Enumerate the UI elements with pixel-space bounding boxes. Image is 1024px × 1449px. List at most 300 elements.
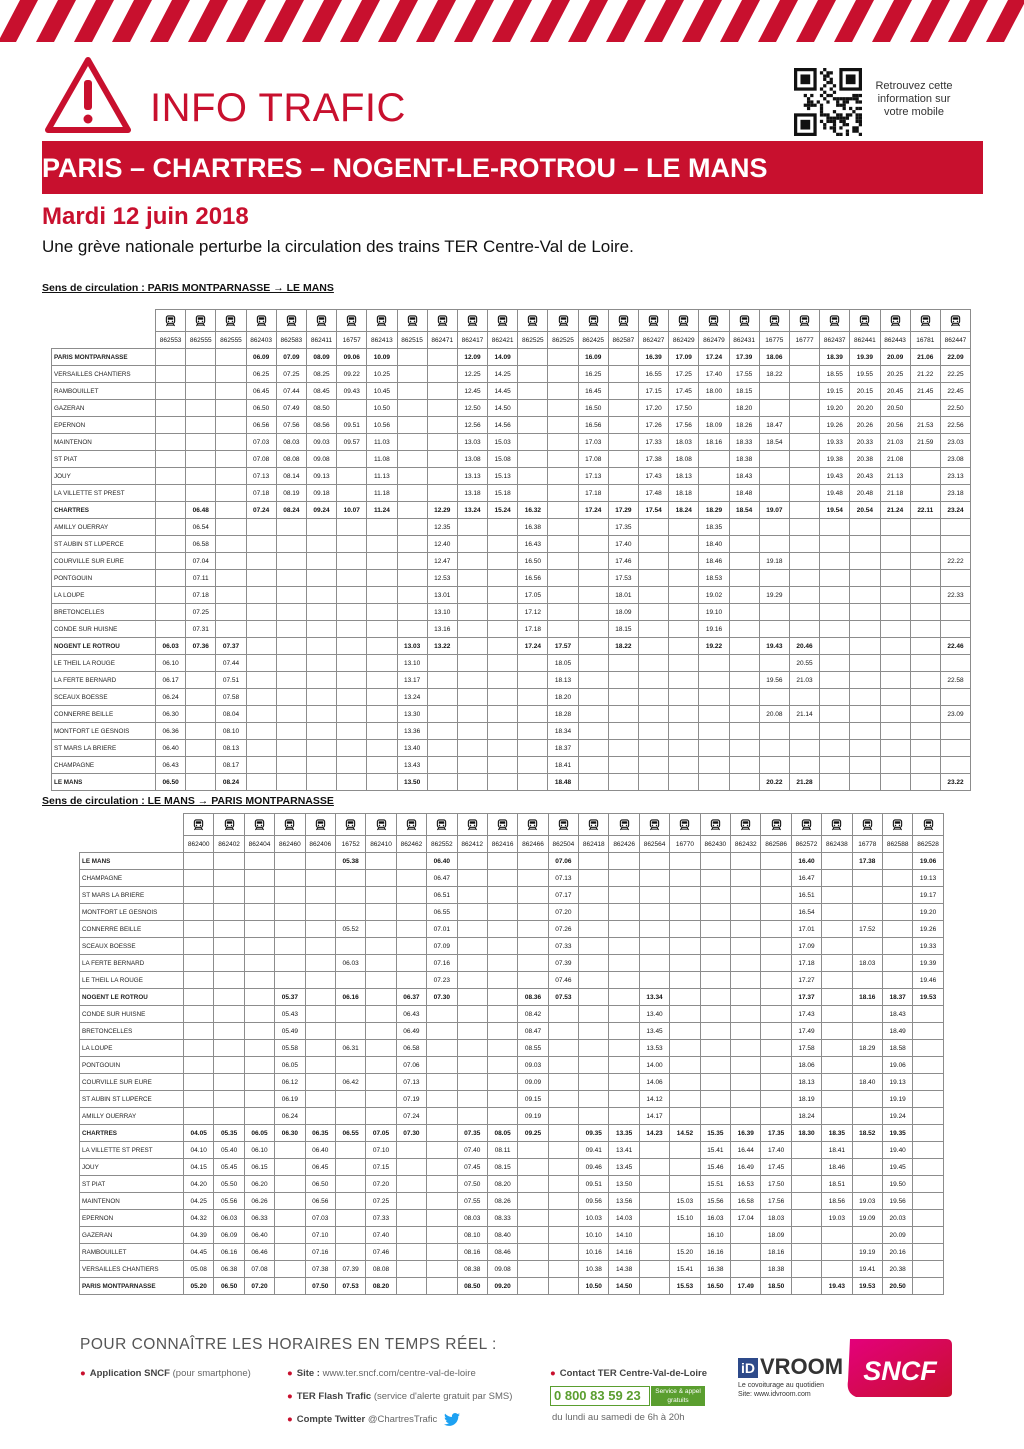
time-cell [306,655,336,672]
app-label[interactable]: Application SNCF [89,1368,170,1379]
time-cell [700,955,730,972]
time-cell: 17.18 [791,955,821,972]
time-cell [820,723,850,740]
stripe-segment [530,0,570,42]
time-cell [306,604,336,621]
time-cell [457,519,487,536]
time-cell [275,1278,305,1295]
time-cell: 07.05 [366,1125,396,1142]
time-cell [305,870,335,887]
time-cell: 09.08 [487,1261,517,1278]
time-cell [548,400,578,417]
time-cell [852,904,882,921]
time-cell [335,1057,365,1074]
time-cell: 06.56 [305,1193,335,1210]
station-name: LE MANS [52,774,156,791]
time-cell: 18.33 [729,434,759,451]
time-cell: 11.13 [367,468,397,485]
time-cell [548,1159,578,1176]
table-row [80,938,944,955]
station-name: PONTGOUIN [80,1057,184,1074]
time-cell: 14.09 [488,349,518,366]
time-cell: 18.09 [699,417,729,434]
time-cell [910,689,940,706]
time-cell [337,757,367,774]
time-cell [578,706,608,723]
time-cell: 18.41 [548,757,578,774]
time-cell: 17.24 [578,502,608,519]
time-cell [608,383,638,400]
time-cell [548,1057,578,1074]
train-type-cell [457,310,487,332]
time-cell: 06.05 [244,1125,274,1142]
time-cell [822,870,852,887]
time-cell [397,502,427,519]
table-row [80,1227,944,1244]
twitter-handle[interactable]: @ChartresTrafic [367,1414,438,1426]
time-cell [487,904,517,921]
time-cell: 07.40 [366,1227,396,1244]
time-cell [850,689,880,706]
train-number: 862413 [367,332,397,349]
time-cell: 20.43 [850,468,880,485]
time-cell: 06.37 [396,989,426,1006]
time-cell [397,587,427,604]
time-cell: 07.06 [548,853,578,870]
time-cell: 08.20 [487,1176,517,1193]
time-cell [244,887,274,904]
time-cell: 10.50 [367,400,397,417]
table-row [52,383,971,400]
time-cell: 18.28 [548,706,578,723]
time-cell: 14.50 [488,400,518,417]
time-cell [186,434,216,451]
time-cell [244,1006,274,1023]
time-cell: 18.54 [759,434,789,451]
time-cell [427,1108,457,1125]
time-cell [487,1040,517,1057]
time-cell [670,1040,700,1057]
time-cell [366,887,396,904]
table-row [52,485,971,502]
time-cell: 19.18 [759,553,789,570]
time-cell [275,938,305,955]
time-cell [457,774,487,791]
time-cell [548,1193,578,1210]
time-cell [548,1040,578,1057]
time-cell [305,1006,335,1023]
time-cell [427,1244,457,1261]
time-cell [216,553,246,570]
train-icon [437,315,448,327]
time-cell [789,502,819,519]
train-icon [950,315,961,327]
time-cell [913,1210,943,1227]
time-cell [880,689,910,706]
sncf-logo[interactable] [842,1335,954,1399]
train-icon [892,819,903,831]
time-cell [156,604,186,621]
stripe-segment [606,0,646,42]
time-cell [367,638,397,655]
time-cell [276,689,306,706]
time-cell [156,536,186,553]
time-cell [276,655,306,672]
time-cell [880,757,910,774]
time-cell [184,1023,214,1040]
time-cell: 16.44 [731,1142,761,1159]
time-cell [882,904,912,921]
time-cell [396,904,426,921]
table-row [80,1091,944,1108]
time-cell [276,519,306,536]
time-cell [276,570,306,587]
time-cell [578,689,608,706]
station-name: COURVILLE SUR EURE [80,1074,184,1091]
train-number: 862411 [306,332,336,349]
time-cell [244,921,274,938]
time-cell [669,740,699,757]
time-cell [729,672,759,689]
time-cell [396,1142,426,1159]
qr-code-icon[interactable] [794,68,862,136]
time-cell: 15.41 [700,1142,730,1159]
time-cell: 06.48 [186,502,216,519]
time-cell [518,757,548,774]
time-cell [548,485,578,502]
time-cell [731,938,761,955]
time-cell [305,1108,335,1125]
time-cell: 19.19 [852,1244,882,1261]
time-cell [335,887,365,904]
time-cell [397,434,427,451]
time-cell [608,400,638,417]
time-cell: 17.39 [729,349,759,366]
time-cell: 15.13 [488,468,518,485]
time-cell [306,672,336,689]
time-cell [578,604,608,621]
time-cell [427,1261,457,1278]
time-cell [457,723,487,740]
time-cell [366,955,396,972]
time-cell: 17.40 [699,366,729,383]
time-cell: 19.43 [820,468,850,485]
time-cell [457,604,487,621]
time-cell [579,870,609,887]
train-type-cell [789,310,819,332]
time-cell: 07.10 [305,1227,335,1244]
time-cell [518,434,548,451]
time-cell [246,604,276,621]
train-icon [193,819,204,831]
time-cell [186,417,216,434]
time-cell [156,485,186,502]
station-name: COURVILLE SUR EURE [52,553,156,570]
time-cell [913,1108,943,1125]
time-cell [246,570,276,587]
train-icon [923,819,934,831]
time-cell: 15.51 [700,1176,730,1193]
time-cell [578,757,608,774]
time-cell [820,587,850,604]
time-cell [276,587,306,604]
time-cell [275,1261,305,1278]
time-cell: 19.26 [820,417,850,434]
time-cell [246,706,276,723]
time-cell: 07.49 [276,400,306,417]
time-cell [700,1057,730,1074]
twitter-bird-icon[interactable] [444,1413,460,1426]
stripe-segment [150,0,190,42]
table-row [52,434,971,451]
time-cell: 09.35 [579,1125,609,1142]
time-cell [609,972,639,989]
time-cell [427,1074,457,1091]
table-row [52,621,971,638]
time-cell [639,1244,669,1261]
time-cell [669,536,699,553]
time-cell [366,1074,396,1091]
time-cell [880,570,910,587]
table-row [52,417,971,434]
time-cell: 19.03 [822,1210,852,1227]
time-cell [367,621,397,638]
time-cell [639,887,669,904]
time-cell: 04.15 [184,1159,214,1176]
train-icon [678,315,689,327]
time-cell [882,887,912,904]
time-cell [608,468,638,485]
time-cell: 05.08 [184,1261,214,1278]
time-cell: 08.10 [457,1227,487,1244]
time-cell [186,349,216,366]
time-cell: 07.11 [186,570,216,587]
time-cell [366,904,396,921]
time-cell [488,757,518,774]
time-cell: 12.09 [457,349,487,366]
table-row [80,1074,944,1091]
train-number: 862525 [548,332,578,349]
train-type-cell [396,814,426,836]
time-cell: 17.53 [608,570,638,587]
time-cell [276,706,306,723]
station-name: ST PIAT [52,451,156,468]
time-cell: 07.36 [186,638,216,655]
train-icon [588,819,599,831]
time-cell [427,468,457,485]
time-cell [275,1176,305,1193]
time-cell: 12.29 [427,502,457,519]
time-cell: 19.13 [882,1074,912,1091]
train-type-cell [820,310,850,332]
time-cell: 23.08 [940,451,970,468]
time-cell [608,434,638,451]
train-type-cell [578,310,608,332]
time-cell [186,366,216,383]
time-cell: 16.03 [700,1210,730,1227]
time-cell [761,887,791,904]
time-cell [880,723,910,740]
time-cell [940,723,970,740]
time-cell: 23.03 [940,434,970,451]
time-cell: 20.38 [850,451,880,468]
time-cell [820,519,850,536]
time-cell [791,1193,821,1210]
time-cell: 12.50 [457,400,487,417]
time-cell [184,989,214,1006]
time-cell [184,870,214,887]
time-cell [427,1006,457,1023]
time-cell [276,757,306,774]
time-cell [548,1227,578,1244]
time-cell: 16.10 [700,1227,730,1244]
time-cell [791,1278,821,1295]
time-cell [518,938,548,955]
time-cell [850,740,880,757]
train-number: 862432 [731,836,761,853]
time-cell [216,349,246,366]
time-cell [548,451,578,468]
time-cell: 19.10 [699,604,729,621]
table-row [52,655,971,672]
time-cell: 22.25 [940,366,970,383]
time-cell: 06.03 [335,955,365,972]
time-cell: 06.03 [214,1210,244,1227]
time-cell: 13.43 [397,757,427,774]
time-cell [244,853,274,870]
time-cell: 17.35 [608,519,638,536]
warning-triangle-icon [44,56,132,134]
time-cell: 22.11 [910,502,940,519]
time-cell [548,366,578,383]
time-cell [759,400,789,417]
time-cell [457,587,487,604]
time-cell: 19.50 [882,1176,912,1193]
time-cell [396,1176,426,1193]
time-cell: 08.05 [487,1125,517,1142]
time-cell [246,621,276,638]
idvroom-wordmark: VROOM [760,1354,844,1379]
time-cell: 08.38 [457,1261,487,1278]
time-cell [670,1159,700,1176]
time-cell: 22.46 [940,638,970,655]
time-cell: 16.39 [639,349,669,366]
time-cell: 14.00 [639,1057,669,1074]
time-cell: 08.45 [306,383,336,400]
time-cell: 09.06 [337,349,367,366]
time-cell [579,1006,609,1023]
time-cell: 06.26 [244,1193,274,1210]
time-cell [852,1159,882,1176]
time-cell [670,887,700,904]
train-icon [859,315,870,327]
time-cell: 21.22 [910,366,940,383]
time-cell [548,1142,578,1159]
time-cell [457,938,487,955]
time-cell [789,468,819,485]
time-cell [820,740,850,757]
train-type-cell [156,310,186,332]
time-cell [822,1023,852,1040]
time-cell: 13.35 [609,1125,639,1142]
time-cell [669,689,699,706]
time-cell [731,1040,761,1057]
time-cell: 06.49 [396,1023,426,1040]
time-cell: 07.31 [186,621,216,638]
flash-label[interactable]: TER Flash Trafic [296,1391,372,1402]
time-cell: 16.55 [639,366,669,383]
time-cell: 08.14 [276,468,306,485]
time-cell [789,621,819,638]
time-cell: 17.55 [729,366,759,383]
time-cell: 17.29 [608,502,638,519]
time-cell [548,553,578,570]
time-cell: 06.58 [186,536,216,553]
site-link[interactable]: www.ter.sncf.com/centre-val-de-loire [322,1368,476,1379]
time-cell [518,740,548,757]
time-cell [457,740,487,757]
time-cell [246,672,276,689]
time-cell [244,1023,274,1040]
time-cell [487,1023,517,1040]
time-cell [579,1074,609,1091]
time-cell [882,972,912,989]
time-cell: 08.50 [306,400,336,417]
time-cell: 20.33 [850,434,880,451]
time-cell: 07.50 [457,1176,487,1193]
time-cell [548,1006,578,1023]
station-name: ST MARS LA BRIERE [52,740,156,757]
train-type-cell [457,814,487,836]
time-cell: 23.24 [940,502,970,519]
time-cell: 18.15 [729,383,759,400]
train-icon [406,819,417,831]
time-cell: 20.15 [850,383,880,400]
time-cell: 17.37 [791,989,821,1006]
train-number: 862466 [518,836,548,853]
time-cell [548,1023,578,1040]
time-cell: 07.19 [396,1091,426,1108]
time-cell [184,1040,214,1057]
time-cell [548,536,578,553]
time-cell [335,1159,365,1176]
table-row [52,536,971,553]
time-cell [214,921,244,938]
blank-cell [80,836,184,853]
time-cell: 07.44 [216,655,246,672]
train-type-cell [487,814,517,836]
time-cell [639,689,669,706]
time-cell: 21.14 [789,706,819,723]
time-cell [306,774,336,791]
idvroom-site[interactable]: Site: www.idvroom.com [738,1391,811,1398]
time-cell [427,1057,457,1074]
time-cell [427,1091,457,1108]
phone-number[interactable]: 0 800 83 59 23 [550,1386,650,1406]
time-cell: 16.40 [791,853,821,870]
time-cell [882,870,912,887]
time-cell: 18.06 [759,349,789,366]
time-cell: 13.24 [457,502,487,519]
train-type-cell [397,310,427,332]
time-cell [335,1006,365,1023]
train-type-cell [910,310,940,332]
return-heading: Sens de circulation : LE MANS → PARIS MONTPARNASSE [42,795,334,807]
train-icon [801,819,812,831]
time-cell: 06.30 [156,706,186,723]
time-cell [306,723,336,740]
time-cell: 17.18 [578,485,608,502]
